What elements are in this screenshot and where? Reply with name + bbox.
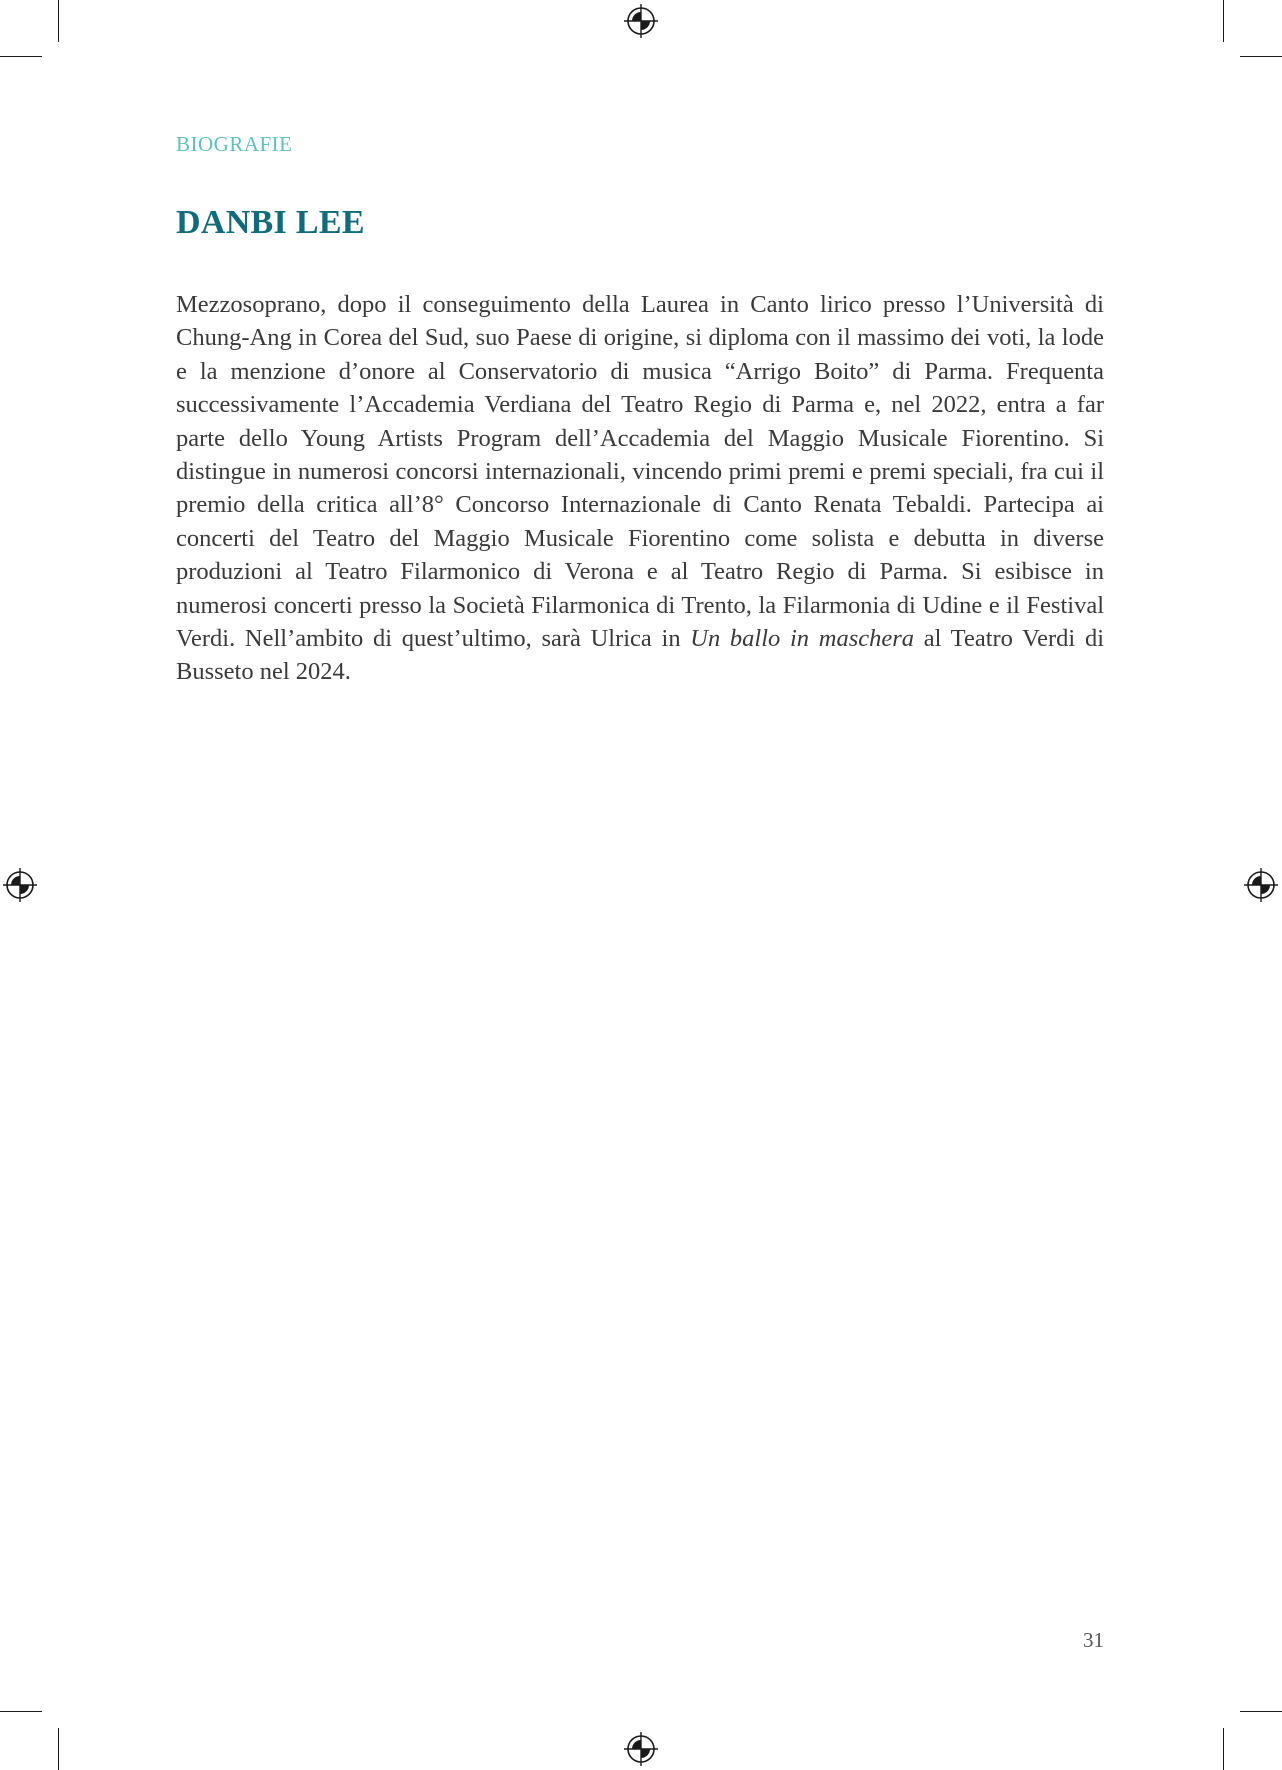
crop-mark-top-right-vertical bbox=[1223, 0, 1224, 42]
registration-mark-icon bbox=[3, 868, 37, 902]
registration-mark-icon bbox=[1244, 868, 1278, 902]
registration-mark-icon bbox=[624, 1732, 658, 1766]
opera-title: Un ballo in maschera bbox=[690, 625, 915, 653]
crop-mark-top-left-horizontal bbox=[0, 56, 42, 57]
crop-mark-bottom-right-horizontal bbox=[1240, 1711, 1282, 1712]
biography-text-end: al Teatro Verdi di Busseto nel 2024. bbox=[176, 625, 1105, 686]
crop-mark-bottom-left-vertical bbox=[58, 1728, 59, 1770]
biography-text: Mezzosoprano, dopo il conseguimento della Laurea in Canto lirico presso l’Università di Chung-Ang in Corea del Sud, suo Paese di origine, si diploma con il massimo dei voti, la lode e la menzione d’onore al Conservatorio di musica “Arrigo Boito” di Parma. Frequenta successivamente l’Accademia Verdiana del Teatro Regio di Parma e, nel 2022, entra a far parte dello Young Artists Program dell’Accademia del Maggio Musicale Fiorentino. Si distingue in numerosi concorsi internazionali, vincendo primi premi e premi speciali, fra cui il premio della critica all’8° Concorso Internazionale di Canto Renata Tebaldi. Partecipa ai concerti del Teatro del Maggio Musicale Fiorentino come solista e debutta in diverse produzioni al Teatro Filarmonico di Verona e al Teatro Regio di Parma. Si esibisce in numerosi concerti presso la Società Filarmonica di Trento, la Filarmonia di Udine e il Festival Verdi. Nell’ambito di quest’ultimo, sarà Ulrica in bbox=[176, 291, 1104, 653]
crop-mark-top-right-horizontal bbox=[1240, 56, 1282, 57]
section-label: BIOGRAFIE bbox=[176, 132, 293, 156]
registration-mark-icon bbox=[624, 4, 658, 38]
crop-mark-bottom-right-vertical bbox=[1223, 1728, 1224, 1770]
crop-mark-bottom-left-horizontal bbox=[0, 1711, 42, 1712]
page-title: DANBI LEE bbox=[176, 204, 365, 241]
crop-mark-top-left-vertical bbox=[58, 0, 59, 42]
biography-paragraph bbox=[176, 288, 1104, 689]
page-number: 31 bbox=[1083, 1628, 1104, 1652]
